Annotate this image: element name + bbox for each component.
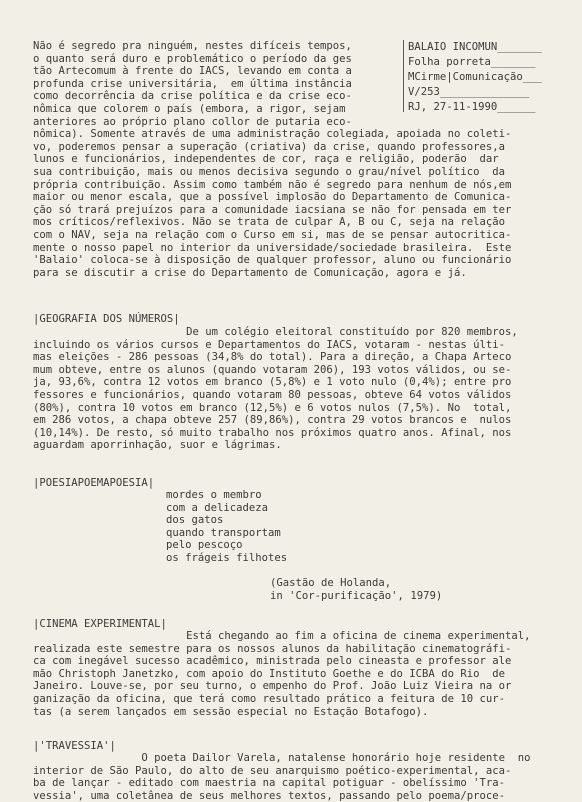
text-line: própria contribuição. Assim como também não é segredo para nenhum de nós,em <box>33 178 512 191</box>
text-line: ja, 93,6%, contra 12 votos em branco (5,8%) e 1 voto nulo (0,4%); entre pro <box>33 376 512 389</box>
text-line: (80%), contra 10 votos em branco (12,5%) e 6 votos nulos (7,5%). No total, <box>33 401 512 414</box>
masthead-line: Folha porreta_______ <box>408 56 536 68</box>
text-line: lunos e funcionários, independentes de cor, raça e religião, poderão dar <box>33 153 499 166</box>
text-line: como decorrência da crise política e da crise eco- <box>33 90 352 103</box>
text-line: ca com inegável sucesso acadêmico, ministrada pelo cineasta e professor ale <box>33 655 512 668</box>
text-line: incluindo os vários cursos e Departamentos do IACS, votaram - nestas últi- <box>33 338 505 351</box>
section-title-poesia: |POESIAPOEMAPOESIA| <box>33 477 155 489</box>
text-line: (10,14%). De resto, só muito trabalho nos próximos quatro anos. Afinal, nos <box>33 426 512 439</box>
section-title-geografia: |GEOGRAFIA DOS NÚMEROS| <box>33 313 180 325</box>
masthead-line: BALAIO INCOMUN_______ <box>408 41 542 53</box>
poem-verses <box>166 489 287 565</box>
text-line: mum obteve, entre os alunos (quando votaram 206), 193 votos válidos, ou se- <box>33 363 512 376</box>
text-line: mão Christoph Janetzko, com apoio do Instituto Goethe e do ICBA do Rio de <box>33 667 505 680</box>
text-line: tão Artecomum à frente do IACS, levando em conta a <box>33 65 352 78</box>
text-line: o quanto será duro e problemático o período da ges <box>33 52 352 65</box>
attribution-line: (Gastão de Holanda, <box>270 577 392 589</box>
text-line: mente o nosso papel no interior da universidade/sociedade brasileira. Este <box>33 241 512 254</box>
masthead-line: MCirme|Comunicação___ <box>408 71 542 83</box>
poem-line: quando transportam <box>166 526 281 539</box>
geografia-paragraph <box>33 326 518 452</box>
poem-line: mordes o membro <box>166 489 262 501</box>
text-line: para se discutir a crise do Departamento de Comunicação, agora e já. <box>33 266 467 279</box>
text-line: 'Balaio' coloca-se à disposição de qualquer professor, aluno ou funcionário <box>33 254 512 267</box>
cinema-paragraph <box>33 630 530 718</box>
text-line: sua contribuição, mais ou menos decisiva segundo o grau/nível político da <box>33 165 505 178</box>
text-line: nômica que colorem o país (embora, a rigor, sejam <box>33 102 346 115</box>
text-line: O poeta Dailor Varela, natalense honorário hoje residente no <box>33 752 531 764</box>
text-line: Não é segredo pra ninguém, nestes difíceis tempos, <box>33 40 352 52</box>
poem-line: pelo pescoço <box>166 539 243 552</box>
masthead-line: V/253______________ <box>408 86 530 98</box>
text-line: ganização da oficina, que terá como resultado prático a feitura de 10 cur- <box>33 692 505 705</box>
text-line: vessia', uma coletânea de seus melhores textos, passando pelo poema/proce- <box>33 789 505 802</box>
text-line: mas eleições - 286 pessoas (34,8% do total). Para a direção, a Chapa Arteco <box>33 351 512 364</box>
text-line: em 286 votos, a chapa obteve 257 (89,86%), contra 29 votos brancos e nulos <box>33 414 512 427</box>
section-title-travessia: |'TRAVESSIA'| <box>33 740 116 752</box>
text-line: profunda crise universitária, em última instância <box>33 77 352 90</box>
text-line: mos críticos/reflexivos. Não se trata de culpar A, B ou C, seja na relação <box>33 216 505 229</box>
text-line: Está chegando ao fim a oficina de cinema experimental, <box>33 630 531 642</box>
text-line: ção só trará prejuízos para a comunidade iacsiana se não for pensada em ter <box>33 203 512 216</box>
poem-line: com a delicadeza <box>166 501 269 514</box>
attribution-line: in 'Cor-purificação', 1979) <box>270 589 443 602</box>
text-line: aguardam aporrinhação, suor e lágrimas. <box>33 439 282 452</box>
text-line: ba de lançar - editado com maestria na capital potiguar - obelíssimo 'Tra- <box>33 777 505 790</box>
text-line: maior ou menor escala, que a possível implosão do Departamento de Comunica- <box>33 191 512 204</box>
text-line: fessores e funcionários, quando votaram 80 pessoas, obteve 64 votos válidos <box>33 388 512 401</box>
poem-line: dos gatos <box>166 514 224 527</box>
text-line: nômica). Somente através de uma administração colegiada, apoiada no coleti- <box>33 128 512 141</box>
text-line: vo, poderemos pensar a superação (criativa) da crise, quando professores,a <box>33 140 505 153</box>
text-line: tas (a serem lançados em sessão especial no Estação Botafogo). <box>33 705 429 718</box>
travessia-paragraph <box>33 752 530 802</box>
text-line: anteriores ao próprio plano collor de putaria eco- <box>33 115 352 128</box>
masthead-line: RJ, 27-11-1990______ <box>408 101 536 113</box>
poem-line: os frágeis filhotes <box>166 551 288 564</box>
section-title-cinema: |CINEMA EXPERIMENTAL| <box>33 618 167 630</box>
poem-attribution <box>270 577 442 602</box>
intro-paragraph <box>33 40 511 279</box>
text-line: Janeiro. Louve-se, por seu turno, o empenho do Prof. João Luiz Vieira na or <box>33 680 512 693</box>
text-line: com o NAV, seja na relação com o Curso em si, mas de se pensar autocritica- <box>33 228 512 241</box>
text-line: interior de São Paulo, do alto de seu anarquismo poético-experimental, aca- <box>33 764 512 777</box>
text-line: realizada este semestre para os nossos alunos da habilitação cinematográfi- <box>33 642 512 655</box>
text-line: De um colégio eleitoral constituído por 820 membros, <box>33 326 518 338</box>
